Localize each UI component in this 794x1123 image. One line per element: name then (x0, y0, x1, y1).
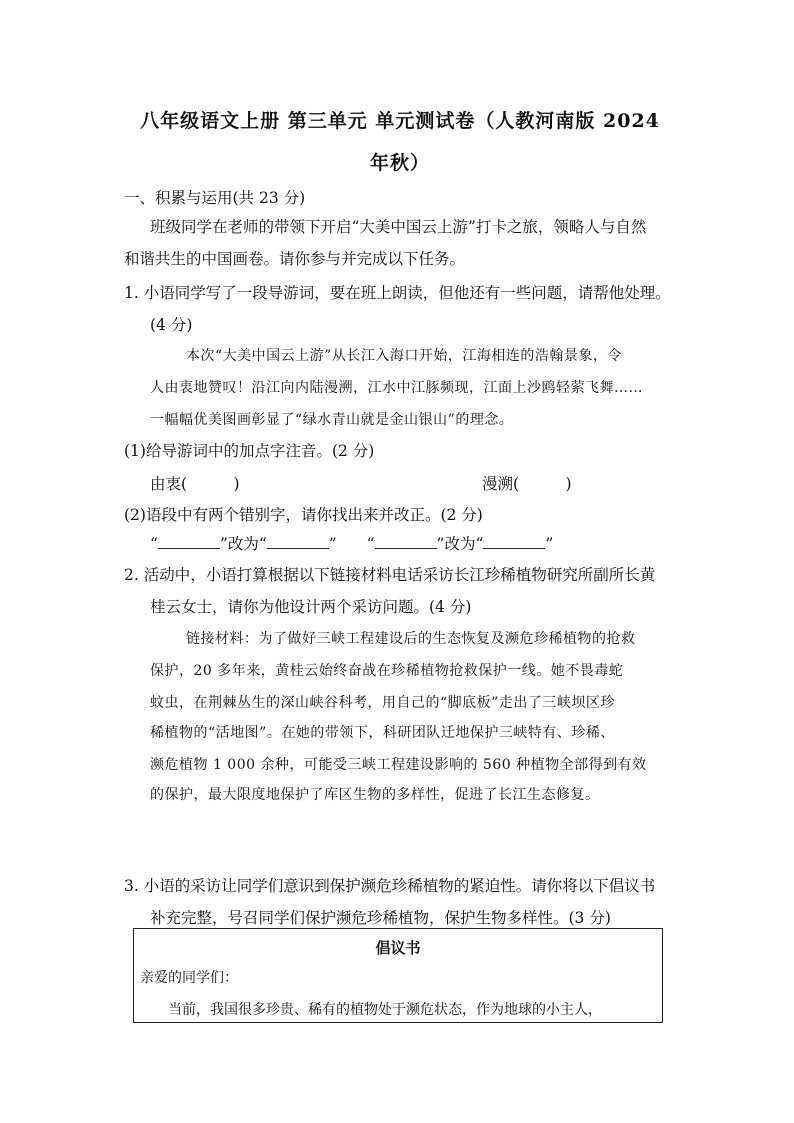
proposal-title: 倡议书 (375, 939, 421, 957)
passage-1-line-3: 一幅幅优美图画彰显了“绿水青山就是金山银山”的理念。 (150, 412, 514, 428)
material-line-5: 濒危植物 1 000 余种，可能受三峡工程建设影响的 560 种植物全部得到有效 (150, 757, 647, 773)
question-1-stem: 1. 小语同学写了一段导游词，要在班上朗读，但他还有一些问题，请帮他处理。 (124, 284, 671, 302)
correction-fill-row (150, 532, 553, 554)
page-title-line2: 年秋） (369, 152, 430, 174)
section-heading: 一、积累与运用(共 23 分) (124, 189, 306, 207)
proposal-body: 当前，我国很多珍贵、稀有的植物处于濒危状态，作为地球的小主人， (168, 1002, 602, 1018)
correct-char-blank-1[interactable] (267, 534, 329, 549)
material-line-1: 链接材料：为了做好三峡工程建设后的生态恢复及濒危珍稀植物的抢救 (186, 631, 636, 647)
question-3-stem-2: 补充完整，号召同学们保护濒危珍稀植物，保护生物多样性。(3 分) (150, 909, 611, 927)
correct-char-blank-2[interactable] (483, 534, 545, 549)
quote-open-2: “ (366, 535, 375, 553)
question-1-sub-1: (1)给导游词中的加点字注音。(2 分) (124, 442, 375, 460)
page-title-line1: 八年级语文上册 第三单元 单元测试卷（人教河南版 2024 (140, 110, 660, 132)
quote-open: “ (150, 535, 158, 553)
material-line-4: 稀植物的“活地图”。在她的带领下，科研团队迁地保护三峡特有、珍稀、 (150, 725, 615, 741)
passage-1-line-2: 人由衷地赞叹！沿江向内陆漫溯，江水中江豚频现，江面上沙鸥轻萦飞舞…… (150, 380, 643, 396)
intro-line-2: 和谐共生的中国画卷。请你参与并完成以下任务。 (124, 250, 466, 268)
quote-close-2: ” (545, 535, 554, 553)
question-3-stem-1: 3. 小语的采访让同学们意识到保护濒危珍稀植物的紧迫性。请你将以下倡议书 (124, 877, 656, 895)
pinyin-answer-1[interactable]: 由衷( ) (150, 475, 240, 493)
intro-line-1: 班级同学在老师的带领下开启“大美中国云上游”打卡之旅，领略人与自然 (150, 218, 647, 236)
proposal-box (133, 928, 663, 1023)
proposal-greeting: 亲爱的同学们： (140, 970, 238, 986)
question-2-stem-1: 2. 活动中，小语打算根据以下链接材料电话采访长江珍稀植物研究所副所长黄 (124, 566, 656, 584)
material-line-3: 蚊虫，在荆棘丛生的深山峡谷科考，用自己的“脚底板”走出了三峡坝区珍 (150, 695, 615, 711)
question-1-sub-2: (2)语段中有两个错别字，请你找出来并改正。(2 分) (124, 506, 483, 524)
change-to-text-2: ”改为“ (436, 535, 484, 553)
passage-1-line-1: 本次“大美中国云上游”从长江入海口开始，江海相连的浩翰景象，令 (186, 348, 622, 364)
wrong-char-blank-1[interactable] (158, 534, 220, 549)
question-2-stem-2: 桂云女士，请你为他设计两个采访问题。(4 分) (150, 598, 472, 616)
change-to-text: ”改为“ (219, 535, 267, 553)
question-1-score: (4 分) (150, 316, 193, 334)
material-line-6: 的保护，最大限度地保护了库区生物的多样性，促进了长江生态修复。 (150, 787, 600, 803)
pinyin-answer-2[interactable]: 漫溯( ) (482, 475, 572, 493)
material-line-2: 保护，20 多年来，黄桂云始终奋战在珍稀植物抢救保护一线。她不畏毒蛇 (150, 663, 624, 679)
wrong-char-blank-2[interactable] (375, 534, 437, 549)
quote-close: ” (328, 535, 337, 553)
